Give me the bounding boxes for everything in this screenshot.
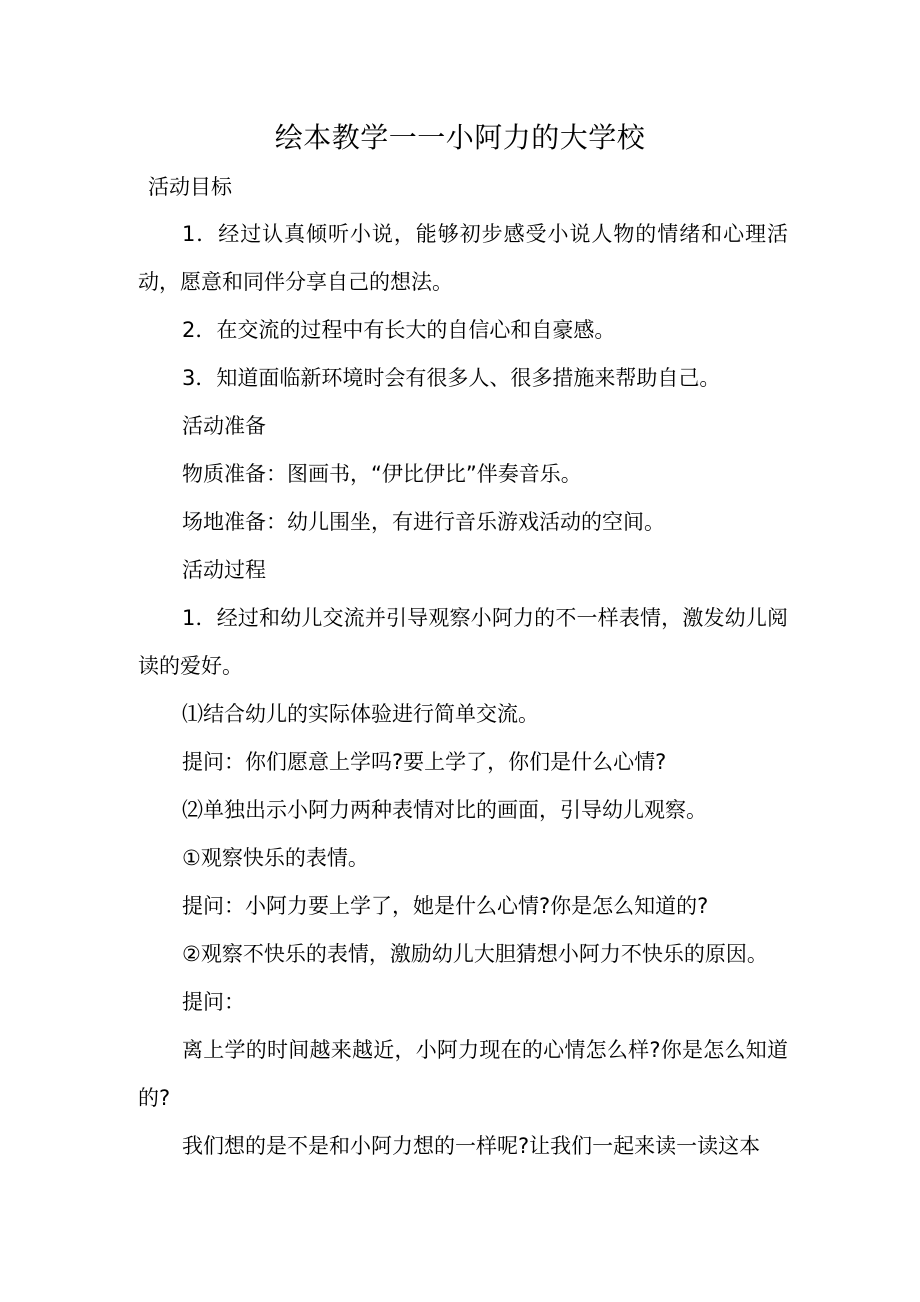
goal-item-1: 1．经过认真倾听小说，能够初步感受小说人物的情绪和心理活动，愿意和同伴分享自己的想法。 bbox=[138, 222, 788, 294]
observe-item-2: ②观察不快乐的表情，激励幼儿大胆猜想小阿力不快乐的原因。 bbox=[182, 942, 768, 966]
section-heading-preparation: 活动准备 bbox=[182, 414, 266, 438]
process-item-1-2: ⑵单独出示小阿力两种表情对比的画面，引导幼儿观察。 bbox=[182, 798, 707, 822]
question-4: 我们想的是不是和小阿力想的一样呢?让我们一起来读一读这本 bbox=[182, 1134, 761, 1158]
section-heading-goals: 活动目标 bbox=[148, 175, 232, 199]
goal-item-2: 2．在交流的过程中有长大的自信心和自豪感。 bbox=[182, 318, 616, 342]
goal-item-3: 3．知道面临新环境时会有很多人、很多措施来帮助自己。 bbox=[182, 366, 721, 390]
question-3: 离上学的时间越来越近，小阿力现在的心情怎么样?你是怎么知道的? bbox=[138, 1038, 788, 1110]
observe-item-1: ①观察快乐的表情。 bbox=[182, 846, 369, 870]
question-2: 提问：小阿力要上学了，她是什么心情?你是怎么知道的? bbox=[182, 894, 709, 918]
section-heading-process: 活动过程 bbox=[182, 558, 266, 582]
prep-material: 物质准备：图画书，“伊比伊比”伴奏音乐。 bbox=[182, 462, 582, 486]
process-item-1: 1．经过和幼儿交流并引导观察小阿力的不一样表情，激发幼儿阅读的爱好。 bbox=[138, 606, 788, 678]
document-title: 绘本教学一一小阿力的大学校 bbox=[274, 121, 646, 154]
question-1: 提问：你们愿意上学吗?要上学了，你们是什么心情? bbox=[182, 750, 667, 774]
process-item-1-1: ⑴结合幼儿的实际体验进行简单交流。 bbox=[182, 702, 539, 726]
question-3-label: 提问： bbox=[182, 990, 245, 1014]
prep-site: 场地准备：幼儿围坐，有进行音乐游戏活动的空间。 bbox=[182, 510, 665, 534]
